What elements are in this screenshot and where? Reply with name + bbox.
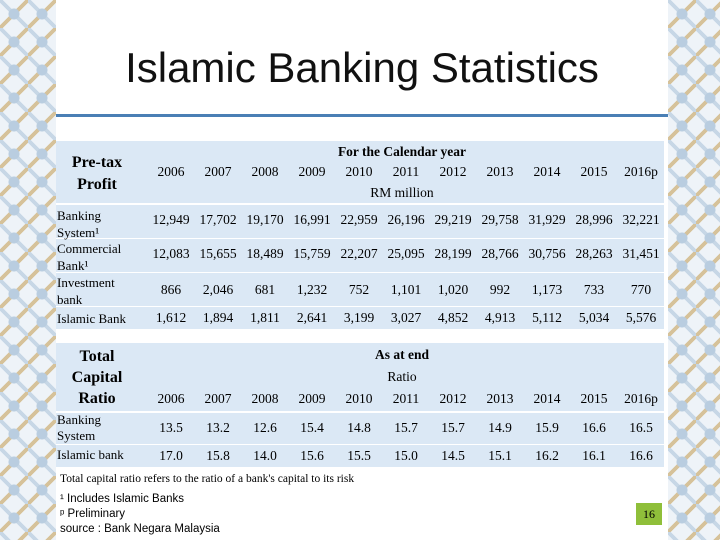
profit-value-cell: 2,046 [202,282,234,297]
profit-year-header: 2008 [251,164,279,179]
capital-year-header: 2016p [624,391,658,406]
capital-year-header: 2014 [533,391,561,406]
profit-value-cell: 4,852 [437,310,469,325]
capital-year-header: 2013 [486,391,514,406]
row-divider [56,444,664,445]
profit-value-cell: 22,959 [340,212,378,227]
capital-value-cell: 15.6 [300,448,324,463]
tcr-footnote: Total capital ratio refers to the ratio of a bank's capital to its risk [60,473,355,485]
capital-value-cell: 14.9 [488,420,512,435]
profit-value-cell: 681 [254,282,276,297]
capital-year-header: 2007 [204,391,232,406]
source-note: source : Bank Negara Malaysia [60,523,220,535]
capital-year-header: 2008 [251,391,279,406]
capital-value-cell: 13.5 [159,420,183,435]
profit-year-header: 2010 [345,164,373,179]
profit-value-cell: 32,221 [622,212,660,227]
profit-group-label: For the Calendar year [337,144,467,159]
profit-value-cell: 1,101 [390,282,422,297]
profit-value-cell: 733 [583,282,605,297]
profit-value-cell: 992 [489,282,511,297]
profit-value-cell: 2,641 [296,310,328,325]
profit-value-cell: 25,095 [387,246,425,261]
profit-value-cell: 22,207 [340,246,378,261]
capital-value-cell: 16.6 [629,448,653,463]
capital-year-header: 2015 [580,391,608,406]
capital-row-header: Total Capital Ratio [71,348,123,407]
capital-row-label: Banking System [57,412,102,443]
profit-year-header: 2009 [298,164,326,179]
profit-value-cell: 1,894 [202,310,234,325]
capital-value-cell: 14.8 [347,420,371,435]
profit-value-cell: 1,020 [437,282,469,297]
profit-value-cell: 28,766 [481,246,519,261]
profit-value-cell: 1,612 [155,310,187,325]
profit-unit-label: RM million [370,185,434,200]
profit-row-label: Banking System¹ [57,208,102,240]
capital-value-cell: 16.6 [582,420,606,435]
profit-value-cell: 17,702 [199,212,237,227]
row-divider [56,306,664,307]
capital-unit-label: Ratio [387,369,417,384]
capital-year-header: 2006 [157,391,185,406]
profit-value-cell: 3,199 [343,310,375,325]
capital-value-cell: 15.7 [394,420,418,435]
right-decorative-border [668,0,720,540]
capital-value-cell: 15.0 [394,448,418,463]
profit-year-header: 2006 [157,164,185,179]
profit-value-cell: 1,811 [250,310,280,325]
profit-value-cell: 28,263 [575,246,613,261]
profit-value-cell: 15,655 [199,246,237,261]
profit-value-cell: 31,451 [622,246,660,261]
capital-value-cell: 15.8 [206,448,230,463]
profit-value-cell: 18,489 [246,246,284,261]
profit-value-cell: 5,034 [578,310,610,325]
profit-year-header: 2016p [624,164,658,179]
profit-value-cell: 866 [160,282,182,297]
profit-year-header: 2015 [580,164,608,179]
profit-value-cell: 752 [348,282,370,297]
profit-value-cell: 3,027 [390,310,422,325]
capital-row-label: Islamic bank [57,447,124,462]
capital-year-header: 2012 [439,391,467,406]
capital-value-cell: 15.9 [535,420,559,435]
capital-value-cell: 16.5 [629,420,653,435]
capital-value-cell: 12.6 [253,420,277,435]
profit-year-header: 2007 [204,164,232,179]
profit-value-cell: 1,173 [531,282,563,297]
profit-value-cell: 28,996 [575,212,613,227]
profit-row-label: Islamic Bank [57,311,126,326]
profit-value-cell: 26,196 [387,212,425,227]
capital-value-cell: 14.5 [441,448,465,463]
capital-value-cell: 14.0 [253,448,277,463]
title-underline [56,114,668,117]
profit-value-cell: 19,170 [246,212,284,227]
profit-value-cell: 4,913 [484,310,516,325]
capital-value-cell: 15.4 [300,420,324,435]
profit-row-header: Pre-tax Profit [71,154,123,193]
profit-row-label: Investment bank [57,275,115,307]
slide-title: Islamic Banking Statistics [125,44,599,91]
capital-value-cell: 13.2 [206,420,230,435]
profit-value-cell: 16,991 [293,212,331,227]
capital-year-header: 2009 [298,391,326,406]
capital-group-label: As at end [374,347,429,362]
profit-value-cell: 29,219 [434,212,472,227]
profit-value-cell: 30,756 [528,246,566,261]
capital-value-cell: 15.7 [441,420,465,435]
capital-year-header: 2010 [345,391,373,406]
capital-value-cell: 17.0 [159,448,183,463]
capital-value-cell: 16.1 [582,448,606,463]
capital-value-cell: 15.1 [488,448,512,463]
page-number-badge: 16 [636,503,662,525]
profit-year-header: 2014 [533,164,561,179]
profit-value-cell: 12,083 [152,246,190,261]
profit-value-cell: 12,949 [152,212,190,227]
profit-value-cell: 770 [630,282,652,297]
capital-year-header: 2011 [392,391,420,406]
profit-value-cell: 1,232 [296,282,328,297]
row-divider [56,238,664,239]
profit-value-cell: 5,112 [532,310,562,325]
profit-value-cell: 28,199 [434,246,472,261]
row-divider [56,272,664,273]
left-decorative-border [0,0,56,540]
profit-year-header: 2012 [439,164,467,179]
footnote-islamic-banks: ¹ Includes Islamic Banks [60,493,184,505]
profit-value-cell: 15,759 [293,246,331,261]
footnote-preliminary: ᵖ Preliminary [60,508,126,520]
profit-row-label: Commercial Bank¹ [57,241,122,273]
profit-value-cell: 31,929 [528,212,566,227]
profit-value-cell: 29,758 [481,212,519,227]
profit-value-cell: 5,576 [625,310,657,325]
capital-value-cell: 16.2 [535,448,559,463]
profit-year-header: 2011 [392,164,420,179]
profit-year-header: 2013 [486,164,514,179]
capital-value-cell: 15.5 [347,448,371,463]
